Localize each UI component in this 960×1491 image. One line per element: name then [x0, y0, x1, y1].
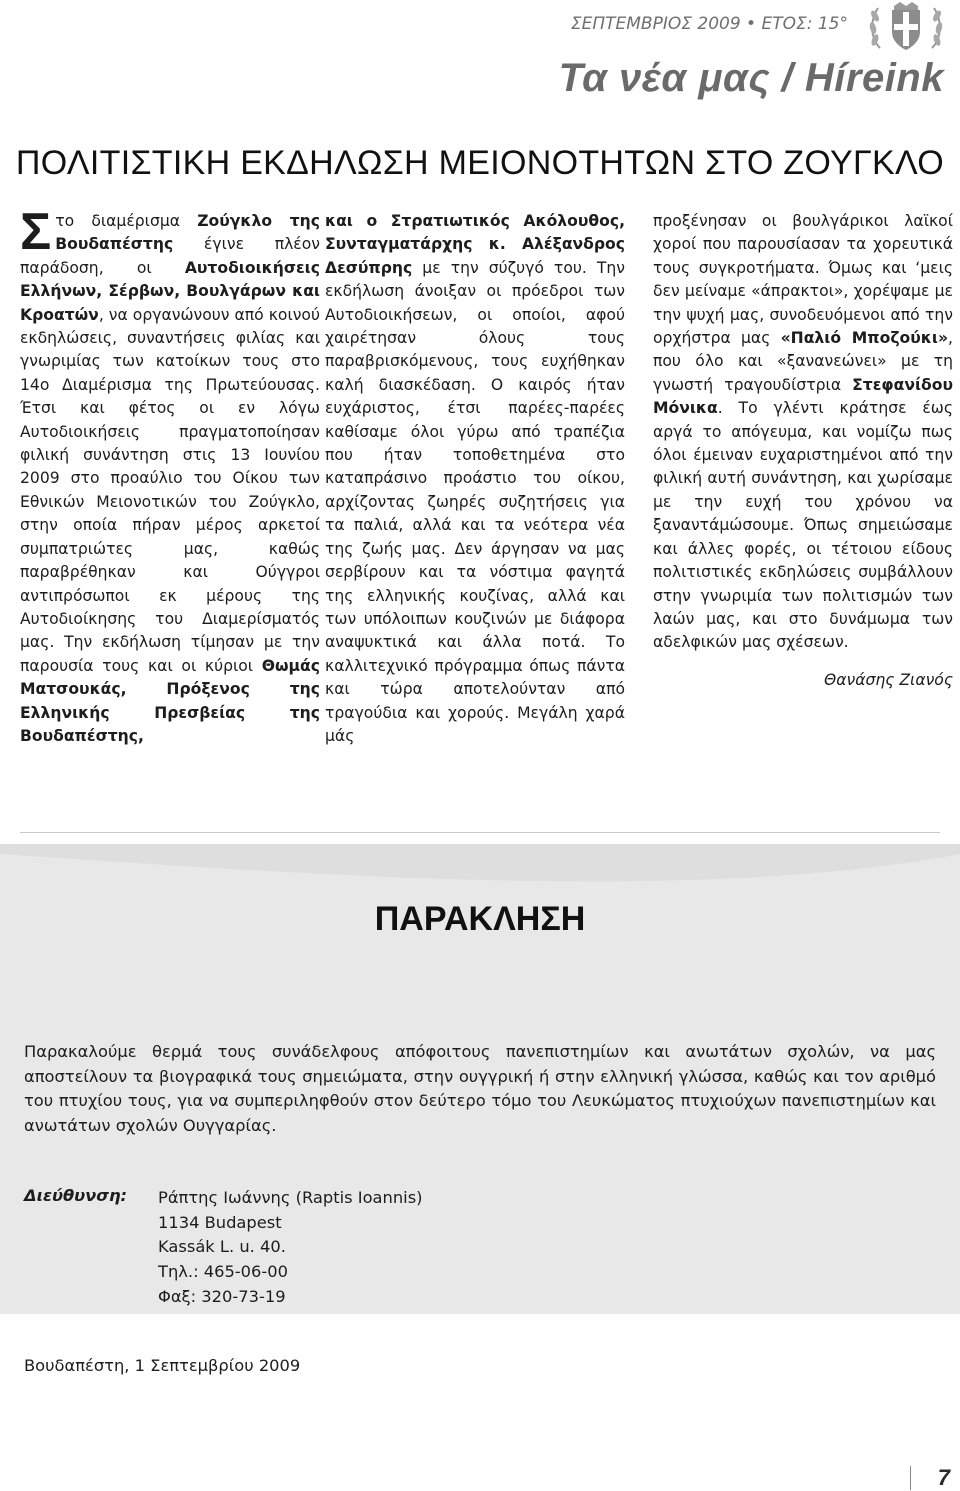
address-block — [158, 1186, 423, 1310]
greek-emblem-icon — [866, 2, 946, 54]
section-title: Τα νέα μας / Híreink — [558, 56, 944, 100]
article-text-2: και ο Στρατιωτικός Ακόλουθος, Συνταγματάρχης κ. Αλέξανδρος Δεσύπρης με την σύζυγό του. Την εκδήλωση άνοιξαν οι πρόεδροι των Αυτοδιοικήσεων, οι οποίοι, αφού χαιρέτησαν όλους τους παραβρισκόμενους, τους ευχήθηκαν καλή διασκέδαση. Ο καιρός ήταν ευχάριστος, έτσι παρέες-παρέες καθίσαμε όλοι γύρω από τραπέζια που ήταν τοποθετημένα στο καταπράσινο προάστιο του οίκου, αρχίζοντας ζωηρές συζητήσεις για τα παλιά, αλλά και τα νεότερα νέα της ζωής μας. Δεν άργησαν να μας σερβίρουν και τα νόστιμα φαγητά της ελληνικής κουζίνας, αλλά και των υπόλοιπων κουζινών με διάφορα αναψυκτικά και άλλα ποτά. Το καλλιτεχνικό πρόγραμμα όπως πάντα και τώρα αποτελούνταν από τραγούδια και χορούς. Μεγάλη χαρά μάς — [325, 212, 625, 745]
article-text-1: το διαμέρισμα Ζούγκλο της Βουδαπέστης έγινε πλέον παράδοση, οι Αυτοδιοικήσεις Ελλήνων, Σέρβων, Βουλγάρων και Κροατών, να οργανώνουν από κοινού εκδηλώσεις, συναντήσεις φιλίας και γνωριμίας των κατοίκων τους στο 14ο Διαμέρισμα της Πρωτεύουσας. Έτσι και φέτος οι εν λόγω Αυτοδιοικήσεις πραγματοποίησαν φιλική συνάντηση στις 13 Ιουνίου 2009 στο προαύλιο του Οίκου των Εθνικών Μειονοτικών του Ζούγκλο, στην οποία πήραν μέρος αρκετοί συμπατριώτες μας, καθώς παραβρέθηκαν και Ούγγροι αντιπρόσωποι εκ μέρους της Αυτοδιοίκησης του Διαμερίσματός μας. Την εκδήλωση τίμησαν με την παρουσία τους και οι κύριοι Θωμάς Ματσουκάς, Πρόξενος της Ελληνικής Πρεσβείας της Βουδαπέστης, — [20, 212, 320, 745]
article-author: Θανάσης Ζιανός — [823, 670, 953, 689]
article-column-1 — [20, 203, 320, 748]
article-column-3 — [653, 210, 953, 692]
address-line: Kassák L. u. 40. — [158, 1237, 286, 1257]
address-line: Φαξ: 320-73-19 — [158, 1286, 286, 1306]
request-text: Παρακαλούμε θερμά τους συνάδελφους απόφοιτους πανεπιστημίων και ανωτάτων σχολών, να μας αποστείλουν τα βιογραφικά τους σημειώματα, στην ουγγρική ή στην ελληνική γλώσσα, καθώς και τον αριθμό του πτυχίου τους, για να συμπεριληφθούν στον δεύτερο τόμο του Λευκώματος πτυχιούχων πανεπιστημίων και ανωτάτων σχολών Ουγγαρίας. — [24, 1042, 936, 1136]
address-label: Διεύθυνση: — [24, 1186, 128, 1205]
page-number-bar — [910, 1466, 911, 1490]
issue-line: ΣΕΠΤΕΜΒΡΙΟΣ 2009 • ΕΤΟΣ: 15° — [570, 14, 848, 34]
article-text-3: προξένησαν οι βουλγάρικοι λαϊκοί χοροί που παρουσίασαν τα χορευτικά τους συγκροτήματα. Όμως και ‘μεις δεν μείναμε «άπρακτοι», χορέψαμε με την ψυχή μας, συνοδευόμενοι από την ορχήστρα μας «Παλιό Μποζούκι», που όλο και «ξανανεώνει» με τη γνωστή τραγουδίστρια Στεφανίδου Μόνικα. Το γλέντι κράτησε έως αργά το απόγευμα, και νομίζω πως όλοι έμειναν ευχαριστημένοι από την φιλική αυτή συνάντηση, και χωρίσαμε με την ευχή του χρόνου να ξαναντάμώσουμε. Όπως σημειώσαμε και άλλες φορές, οι τέτοιου είδους πολιτιστικές εκδηλώσεις συμβάλλουν στην γνωριμία των πολιτισμών των λαών μας, και στο δυνάμωμα των αδελφικών μας σχέσεων. — [653, 212, 953, 652]
address-line: Τηλ.: 465-06-00 — [158, 1262, 288, 1282]
request-title: ΠΑΡΑΚΛΗΣΗ — [374, 900, 586, 938]
page-number: 7 — [937, 1465, 950, 1490]
article-title: ΠΟΛΙΤΙΣΤΙΚΗ ΕΚΔΗΛΩΣΗ ΜΕΙΟΝΟΤΗΤΩΝ ΣΤΟ ΖΟΥΓΚΛΟ — [15, 144, 945, 182]
drop-cap: Σ — [20, 203, 52, 261]
address-line: 1134 Budapest — [158, 1212, 282, 1232]
request-body — [24, 1040, 936, 1139]
article-column-2 — [325, 210, 625, 748]
closing-date: Βουδαπέστη, 1 Σεπτεμβρίου 2009 — [24, 1356, 301, 1375]
address-line: Ράπτης Ιωάννης (Raptis Ioannis) — [158, 1188, 423, 1207]
section-divider — [20, 832, 940, 833]
